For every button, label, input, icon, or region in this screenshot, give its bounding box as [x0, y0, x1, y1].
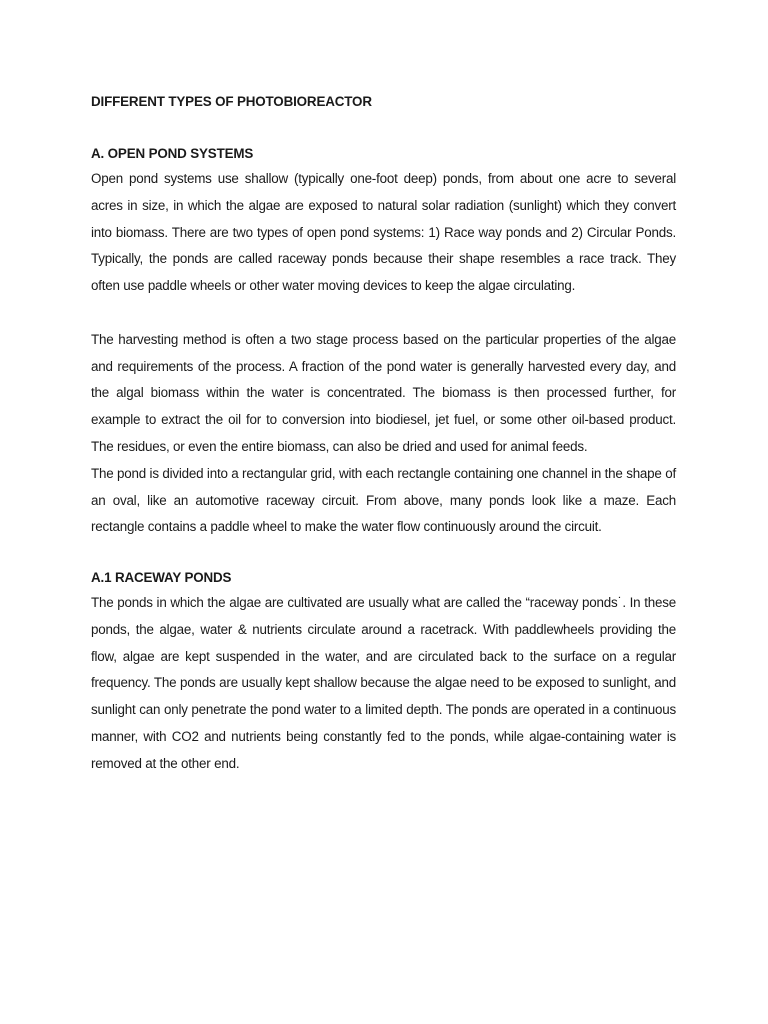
paragraph-raceway-ponds: The ponds in which the algae are cultivated are usually what are called the “raceway ponds˙. In these ponds, the algae, water & nutrients circulate around a racetrack. With paddlewheels providing the flow, algae are kept suspended in the water, and are circulated back to the surface on a regular frequency. The ponds are usually kept shallow because the algae need to be exposed to sunlight, and sunlight can only penetrate the pond water to a limited depth. The ponds are operated in a continuous manner, with CO2 and nutrients being constantly fed to the ponds, while algae-containing water is removed at the other end.	[91, 594, 676, 771]
paragraph-harvesting-method: The harvesting method is often a two stage process based on the particular properties of the algae and requirements of the process. A fraction of the pond water is generally harvested every day, and the algal biomass within the water is concentrated. The biomass is then processed further, for example to extract the oil for to conversion into biodiesel, jet fuel, or some other oil-based product. The residues, or even the entire biomass, can also be dried and used for animal feeds.	[91, 331, 676, 454]
section-heading-raceway-ponds: A.1 RACEWAY PONDS	[91, 569, 232, 585]
paragraph-open-pond-intro: Open pond systems use shallow (typically one-foot deep) ponds, from about one acre to several acres in size, in which the algae are exposed to natural solar radiation (sunlight) which they convert into biomass. There are two types of open pond systems: 1) Race way ponds and 2) Circular Ponds. Typically, the ponds are called raceway ponds because their shape resembles a race track. They often use paddle wheels or other water moving devices to keep the algae circulating.	[91, 171, 676, 294]
spacer	[91, 112, 676, 144]
spacer	[91, 300, 676, 327]
document-page	[91, 92, 676, 778]
document-title: DIFFERENT TYPES OF PHOTOBIOREACTOR	[91, 94, 372, 109]
spacer	[91, 541, 676, 568]
section-heading-open-pond-systems: A. OPEN POND SYSTEMS	[91, 146, 254, 161]
paragraph-pond-grid: The pond is divided into a rectangular grid, with each rectangle containing one channel in the shape of an oval, like an automotive raceway circuit. From above, many ponds look like a maze. Each rectangle contains a paddle wheel to make the water flow continuously around the circuit.	[91, 465, 676, 535]
